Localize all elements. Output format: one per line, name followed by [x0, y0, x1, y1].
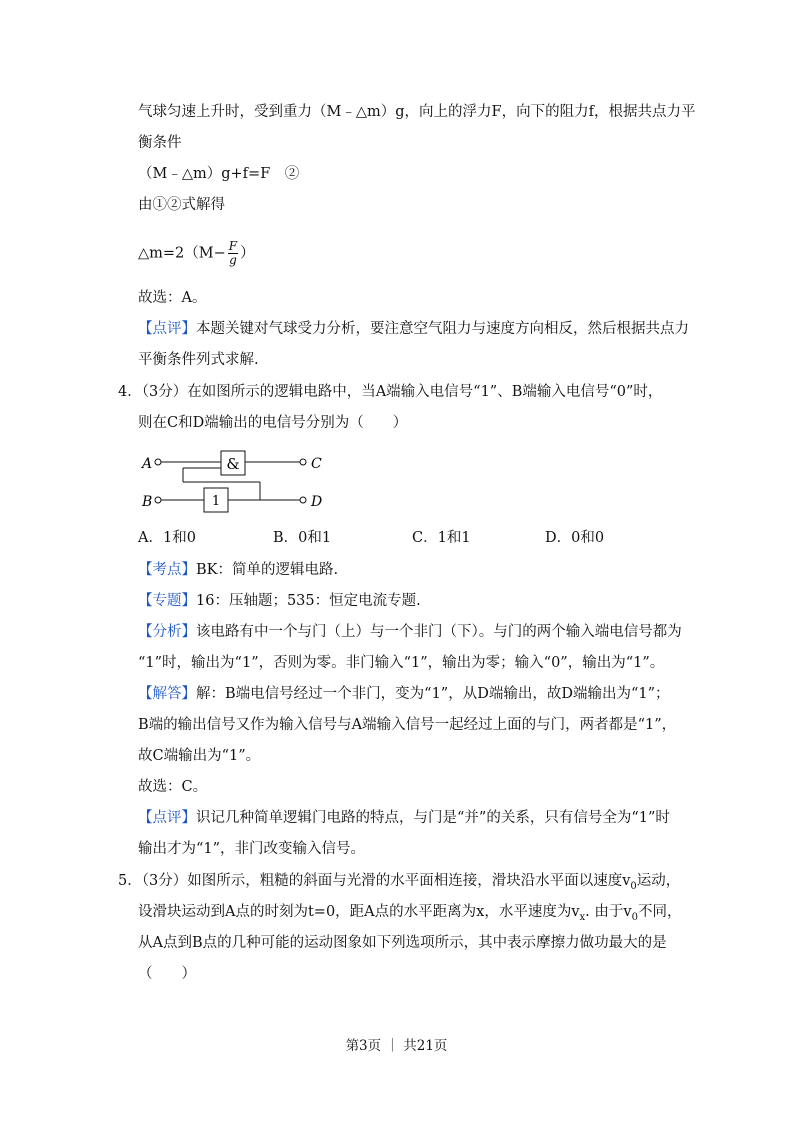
- question-stem: 5．（3分）如图所示，粗糙的斜面与光滑的水平面相连接，滑块沿水平面以速度$v_0$运动，: [118, 873, 681, 892]
- comment-text: 识记几种简单逻辑门电路的特点，与门是“并”的关系，只有信号全为“1”时: [196, 810, 670, 826]
- knowledge-point-line: [138, 560, 338, 580]
- question-stem: 则在C和D端输出的电信号分别为（ ）: [138, 415, 408, 431]
- solution-line: [138, 684, 670, 704]
- comment-line: 输出才为“1”，非门改变输入信号。: [138, 841, 366, 857]
- terminal-b: [155, 497, 161, 503]
- label-c: C: [311, 456, 322, 472]
- analysis-tag: 【分析】: [138, 624, 196, 640]
- solution-line: 故C端输出为“1”。: [138, 748, 261, 764]
- option-a: A．1和0: [138, 530, 196, 546]
- label-b: B: [142, 494, 153, 510]
- label-d: D: [311, 494, 323, 510]
- logic-circuit-diagram: [138, 446, 338, 516]
- fraction: [228, 240, 238, 267]
- analysis-line: [138, 622, 682, 642]
- equation-prefix: △m=2（M−: [138, 245, 226, 262]
- fraction-numerator: F: [228, 239, 238, 253]
- comment-text: 本题关键对气球受力分析，要注意空气阻力与速度方向相反，然后根据共点力: [196, 321, 689, 337]
- question-stem: 从A点到B点的几种可能的运动图象如下列选项所示，其中表示摩擦力做功最大的是: [138, 935, 667, 951]
- not-gate-symbol: 1: [211, 494, 221, 509]
- equation-suffix: ）: [240, 245, 255, 262]
- topic-line: [138, 591, 421, 611]
- topic-tag: 【专题】: [138, 593, 196, 609]
- topic-text: 16：压轴题；535：恒定电流专题.: [196, 593, 421, 609]
- comment-line: [138, 808, 670, 828]
- solution-tag: 【解答】: [138, 686, 196, 702]
- knowledge-point-text: BK：简单的逻辑电路.: [196, 562, 339, 578]
- question-stem: 设滑块运动到A点的时刻为t=0，距A点的水平距离为x，水平速度为$v_x$. 由于$v_0$不同，: [138, 904, 682, 923]
- knowledge-point-tag: 【考点】: [138, 562, 196, 578]
- comment-tag: 【点评】: [138, 810, 196, 826]
- answer-choice-line: 故选：A。: [138, 290, 207, 306]
- equation-line: （M﹣△m）g+f=F ②: [138, 166, 300, 182]
- text-line: 气球匀速上升时，受到重力（M﹣△m）g，向上的浮力F，向下的阻力f，根据共点力平: [138, 104, 696, 120]
- and-gate-symbol: &: [226, 455, 240, 473]
- solution-text: 解：B端电信号经过一个非门，变为“1”，从D端输出，故D端输出为“1”；: [196, 686, 670, 702]
- terminal-a: [155, 459, 161, 465]
- terminal-d: [300, 497, 306, 503]
- option-d: D．0和0: [545, 530, 605, 546]
- text-line: 由①②式解得: [138, 197, 225, 213]
- result-equation: [138, 240, 255, 267]
- fraction-denominator: g: [229, 253, 237, 267]
- analysis-line: “1”时，输出为“1”，否则为零。非门输入“1”，输出为零；输入“0”，输出为“1”。: [138, 655, 665, 671]
- option-b: B．0和1: [273, 530, 332, 546]
- page-footer: 第3页 ｜ 共21页: [345, 1038, 448, 1054]
- option-c: C．1和1: [412, 530, 471, 546]
- question-stem: （ ）: [138, 966, 196, 982]
- analysis-text: 该电路有中一个与门（上）与一个非门（下）。与门的两个输入端电信号都为: [196, 624, 682, 640]
- comment-line: [138, 319, 689, 339]
- comment-line: 平衡条件列式求解.: [138, 352, 259, 368]
- solution-line: B端的输出信号又作为输入信号与A端输入信号一起经过上面的与门，两者都是“1”，: [138, 717, 677, 733]
- terminal-c: [300, 459, 306, 465]
- text-line: 衡条件: [138, 135, 182, 151]
- label-a: A: [142, 456, 153, 472]
- comment-tag: 【点评】: [138, 321, 196, 337]
- answer-choice-line: 故选：C。: [138, 779, 208, 795]
- question-stem: 4．（3分）在如图所示的逻辑电路中，当A端输入电信号“1”、B端输入电信号“0”时，: [118, 384, 663, 400]
